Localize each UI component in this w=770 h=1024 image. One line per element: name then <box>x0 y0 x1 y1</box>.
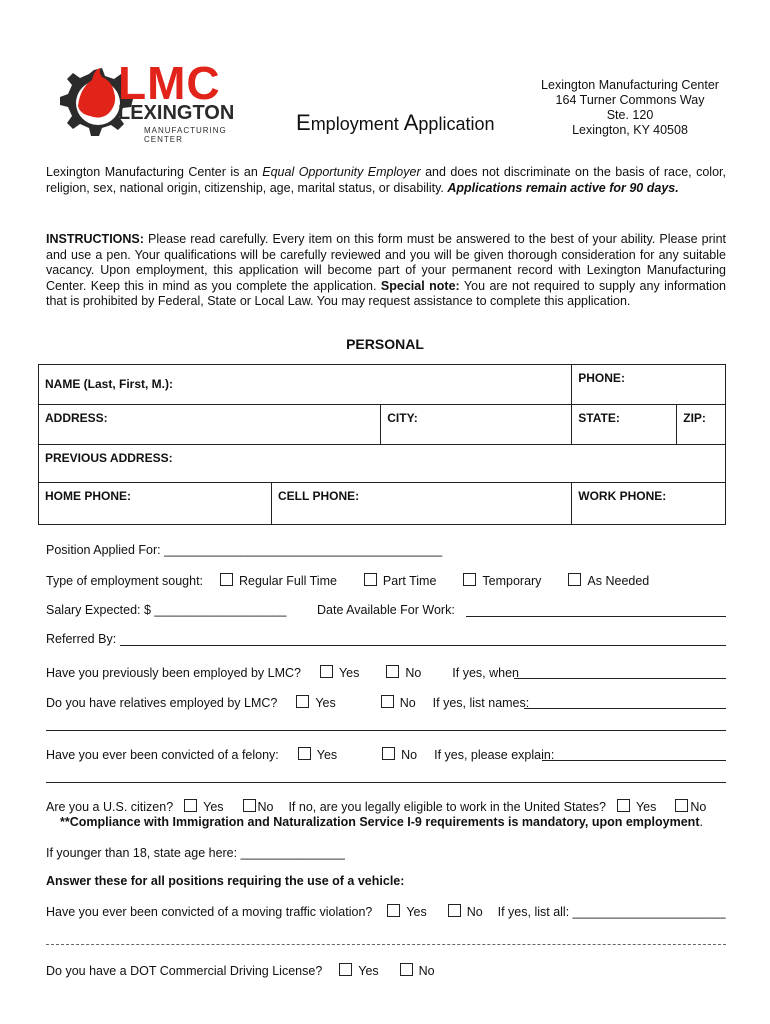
intro-paragraph: Lexington Manufacturing Center is an Equal Opportunity Employer and does not discriminate on the basis of race, color, religion, sex, national origin, citizenship, age, marital status, or disability. Applications remain active for 90 days. <box>46 165 726 195</box>
position-applied-field[interactable]: Position Applied For: ________________________________________ <box>46 543 443 557</box>
state-field[interactable]: STATE: <box>572 405 677 445</box>
relatives-no-checkbox[interactable] <box>381 695 394 708</box>
relatives-yes-checkbox[interactable] <box>296 695 309 708</box>
dot-license-row: Do you have a DOT Commercial Driving License? Yes No <box>46 964 435 978</box>
temporary-checkbox[interactable] <box>463 573 476 586</box>
employment-type-row: Type of employment sought: Regular Full Time Part Time Temporary As Needed <box>46 574 650 588</box>
compliance-note: **Compliance with Immigration and Naturalization Service I-9 requirements is mandatory, upon employment. <box>60 815 703 829</box>
prev-employed-no-checkbox[interactable] <box>386 665 399 678</box>
citizen-row: Are you a U.S. citizen? Yes No If no, are you legally eligible to work in the United States? Yes No <box>46 800 707 814</box>
phone-field[interactable]: PHONE: <box>572 365 726 405</box>
prev-employed-yes-checkbox[interactable] <box>320 665 333 678</box>
regular-full-time-checkbox[interactable] <box>220 573 233 586</box>
cell-phone-field[interactable]: CELL PHONE: <box>272 483 572 525</box>
dot-yes-checkbox[interactable] <box>339 963 352 976</box>
relatives-row: Do you have relatives employed by LMC? Yes No If yes, list names: <box>46 696 530 710</box>
felony-no-checkbox[interactable] <box>382 747 395 760</box>
citizen-yes-checkbox[interactable] <box>184 799 197 812</box>
citizen-no-checkbox[interactable] <box>243 799 256 812</box>
felony-row: Have you ever been convicted of a felony: Yes No If yes, please explain: <box>46 748 555 762</box>
personal-heading: PERSONAL <box>346 336 424 352</box>
logo-lexington-text: LEXINGTON <box>118 102 235 124</box>
under-18-age-field[interactable]: If younger than 18, state age here: _______________ <box>46 846 345 860</box>
previous-address-field[interactable]: PREVIOUS ADDRESS: <box>39 445 726 483</box>
work-phone-field[interactable]: WORK PHONE: <box>572 483 726 525</box>
relatives-names-line[interactable] <box>524 708 726 709</box>
date-available-line[interactable] <box>466 616 726 617</box>
traffic-no-checkbox[interactable] <box>448 904 461 917</box>
part-time-checkbox[interactable] <box>364 573 377 586</box>
felony-yes-checkbox[interactable] <box>298 747 311 760</box>
company-address: Lexington Manufacturing Center 164 Turner Commons Way Ste. 120 Lexington, KY 40508 <box>541 78 719 137</box>
eligible-yes-checkbox[interactable] <box>617 799 630 812</box>
felony-explain-line[interactable] <box>542 760 726 761</box>
page-title: Employment Application <box>296 110 495 135</box>
traffic-row: Have you ever been convicted of a moving traffic violation? Yes No If yes, list all: ______________________ <box>46 905 726 919</box>
traffic-yes-checkbox[interactable] <box>387 904 400 917</box>
relatives-names-line-2[interactable] <box>46 730 726 731</box>
referred-by-line[interactable] <box>120 645 726 646</box>
as-needed-checkbox[interactable] <box>568 573 581 586</box>
logo-manufacturing-text: MANUFACTURING CENTER <box>144 126 227 144</box>
personal-info-table <box>38 364 726 525</box>
logo-lmc-text: LMC <box>118 57 221 109</box>
date-available-label: Date Available For Work: <box>317 603 455 617</box>
prev-employed-row: Have you previously been employed by LMC? Yes No If yes, when <box>46 666 519 680</box>
name-field[interactable]: NAME (Last, First, M.): <box>39 365 572 405</box>
zip-field[interactable]: ZIP: <box>677 405 726 445</box>
salary-field[interactable]: Salary Expected: $ ___________________ <box>46 603 287 617</box>
eligible-no-checkbox[interactable] <box>675 799 688 812</box>
traffic-list-line[interactable] <box>46 944 726 945</box>
felony-explain-line-2[interactable] <box>46 782 726 783</box>
if-yes-when-line[interactable] <box>514 678 726 679</box>
address-field[interactable]: ADDRESS: <box>39 405 381 445</box>
home-phone-field[interactable]: HOME PHONE: <box>39 483 272 525</box>
instructions-paragraph: INSTRUCTIONS: Please read carefully. Every item on this form must be answered to the best of your ability. Please print and use a pen. Your qualifications will be carefully reviewed and you will be given thorough consideration for any suitable vacancy. Upon employment, this application will become part of your permanent record with Lexington Manufacturing Center. Keep this in mind as you complete the application. Special note: You are not required to supply any information that is prohibited by Federal, State or Local Law. You may request assistance to complete this application. <box>46 232 726 308</box>
city-field[interactable]: CITY: <box>381 405 572 445</box>
dot-no-checkbox[interactable] <box>400 963 413 976</box>
lmc-logo <box>48 58 258 148</box>
vehicle-heading: Answer these for all positions requiring the use of a vehicle: <box>46 874 405 888</box>
referred-by-label: Referred By: <box>46 632 117 646</box>
